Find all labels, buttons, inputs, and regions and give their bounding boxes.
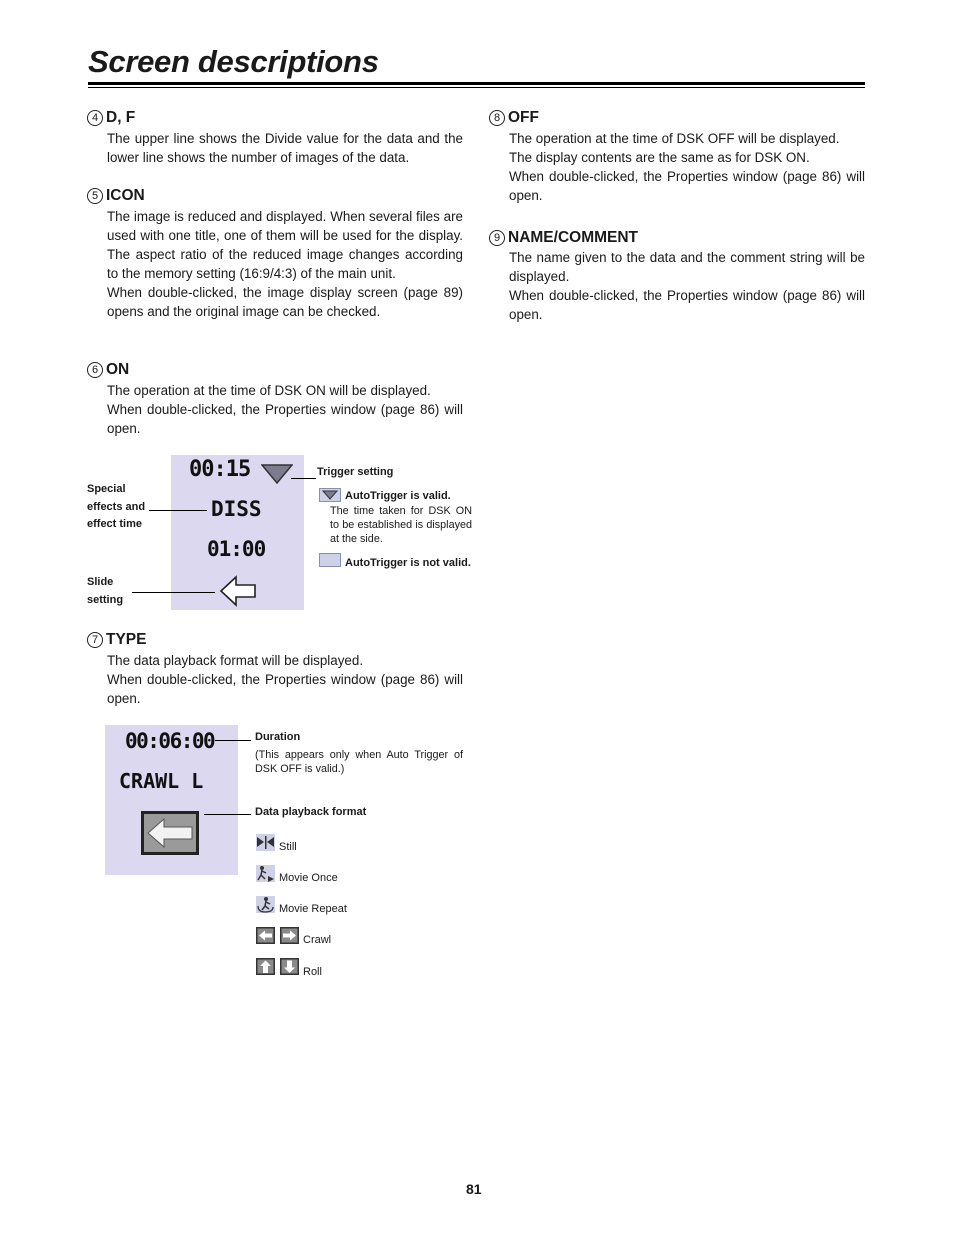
section-title: ON — [106, 361, 130, 378]
section-body-off — [509, 129, 865, 205]
section-title: D, F — [106, 109, 136, 126]
label-autotrigger-not-valid: AutoTrigger is not valid. — [345, 557, 471, 569]
section-number: 7 — [87, 632, 103, 648]
page-title: Screen descriptions — [88, 44, 379, 79]
label-line: effect time — [87, 518, 143, 530]
paragraph: The data playback format will be displayed. — [107, 653, 364, 668]
section-heading-type — [87, 631, 146, 649]
dsk-on-panel[interactable] — [171, 455, 304, 610]
duration-note: (This appears only when Auto Trigger of DSK OFF is valid.) — [255, 749, 463, 775]
effect-name: DISS — [211, 497, 262, 521]
label-data-playback-format: Data playback format — [255, 806, 367, 818]
section-body-name-comment — [509, 248, 865, 324]
label-slide-setting — [87, 574, 123, 609]
label-trigger-setting: Trigger setting — [317, 466, 394, 478]
label-line: setting — [87, 593, 124, 606]
paragraph: When double-clicked, the Properties window (page 86) will open. — [107, 402, 463, 436]
trigger-down-triangle-icon — [261, 464, 293, 484]
section-body-type — [107, 651, 463, 708]
roll-down-icon — [280, 958, 299, 975]
label-autotrigger-valid: AutoTrigger is valid. — [345, 490, 451, 502]
leader-line — [204, 814, 251, 815]
paragraph: The name given to the data and the comment string will be displayed. — [509, 250, 865, 284]
paragraph: When double-clicked, the image display screen (page 89) opens and the original image can be checked. — [107, 285, 463, 319]
autotrigger-not-valid-icon — [319, 553, 341, 567]
crawl-left-icon — [256, 927, 275, 944]
format-value: CRAWL L — [119, 769, 204, 793]
section-body-on — [107, 381, 463, 438]
section-number: 4 — [87, 110, 103, 126]
slide-left-arrow-icon — [219, 575, 257, 607]
section-heading-icon — [87, 187, 145, 205]
leader-line — [215, 740, 251, 741]
section-number: 6 — [87, 362, 103, 378]
paragraph: When double-clicked, the Properties window (page 86) will open. — [509, 169, 865, 203]
paragraph: When double-clicked, the Properties window (page 86) will open. — [107, 672, 463, 706]
label-special-effects — [87, 481, 145, 534]
format-label-movie-once: Movie Once — [279, 872, 338, 884]
label-line: effects and — [87, 500, 146, 513]
leader-line — [291, 478, 316, 479]
autotrigger-valid-icon — [319, 488, 341, 502]
movie-once-icon — [256, 865, 275, 882]
title-rule — [88, 82, 865, 85]
paragraph: The display contents are the same as for DSK ON. — [509, 150, 810, 165]
trigger-time: 00:15 — [189, 457, 251, 482]
format-label-crawl: Crawl — [303, 934, 332, 946]
section-title: TYPE — [106, 631, 147, 648]
paragraph: The operation at the time of DSK OFF will be displayed. — [509, 131, 840, 146]
leader-line — [132, 592, 215, 593]
paragraph: When double-clicked, the Properties window (page 86) will open. — [509, 288, 865, 322]
paragraph: The image is reduced and displayed. When several files are used with one title, one of them will be used for the display. The aspect ratio of the reduced image changes according to the memory setting (16:9/4:3) of the main unit. — [107, 209, 463, 281]
paragraph: The upper line shows the Divide value for the data and the lower line shows the number of images of the data. — [107, 131, 463, 165]
section-body-df — [107, 129, 463, 167]
label-line: Special — [87, 483, 126, 495]
duration-value: 00:06:00 — [125, 729, 215, 753]
section-heading-df — [87, 109, 135, 127]
still-icon — [256, 834, 275, 851]
crawl-left-arrow-icon — [140, 810, 200, 856]
section-heading-on — [87, 361, 129, 379]
section-number: 9 — [489, 230, 505, 246]
section-number: 8 — [489, 110, 505, 126]
page-number: 81 — [466, 1181, 482, 1197]
section-title: ICON — [106, 187, 145, 204]
movie-repeat-icon — [256, 896, 275, 913]
type-panel[interactable] — [105, 725, 238, 875]
section-title: NAME/COMMENT — [508, 229, 639, 246]
effect-time: 01:00 — [207, 537, 266, 561]
section-heading-name-comment — [489, 229, 638, 247]
roll-up-icon — [256, 958, 275, 975]
section-number: 5 — [87, 188, 103, 204]
label-duration: Duration — [255, 731, 301, 743]
format-label-still: Still — [279, 841, 297, 853]
section-heading-off — [489, 109, 539, 127]
section-title: OFF — [508, 109, 539, 126]
leader-line — [149, 510, 207, 511]
section-body-icon — [107, 207, 463, 321]
format-label-movie-repeat: Movie Repeat — [279, 903, 347, 915]
label-line: Slide — [87, 576, 114, 588]
format-label-roll: Roll — [303, 966, 322, 978]
crawl-right-icon — [280, 927, 299, 944]
title-rule-thin — [88, 87, 865, 88]
autotrigger-valid-description: The time taken for DSK ON to be established is displayed at the side. — [330, 505, 472, 545]
paragraph: The operation at the time of DSK ON will be displayed. — [107, 383, 431, 398]
